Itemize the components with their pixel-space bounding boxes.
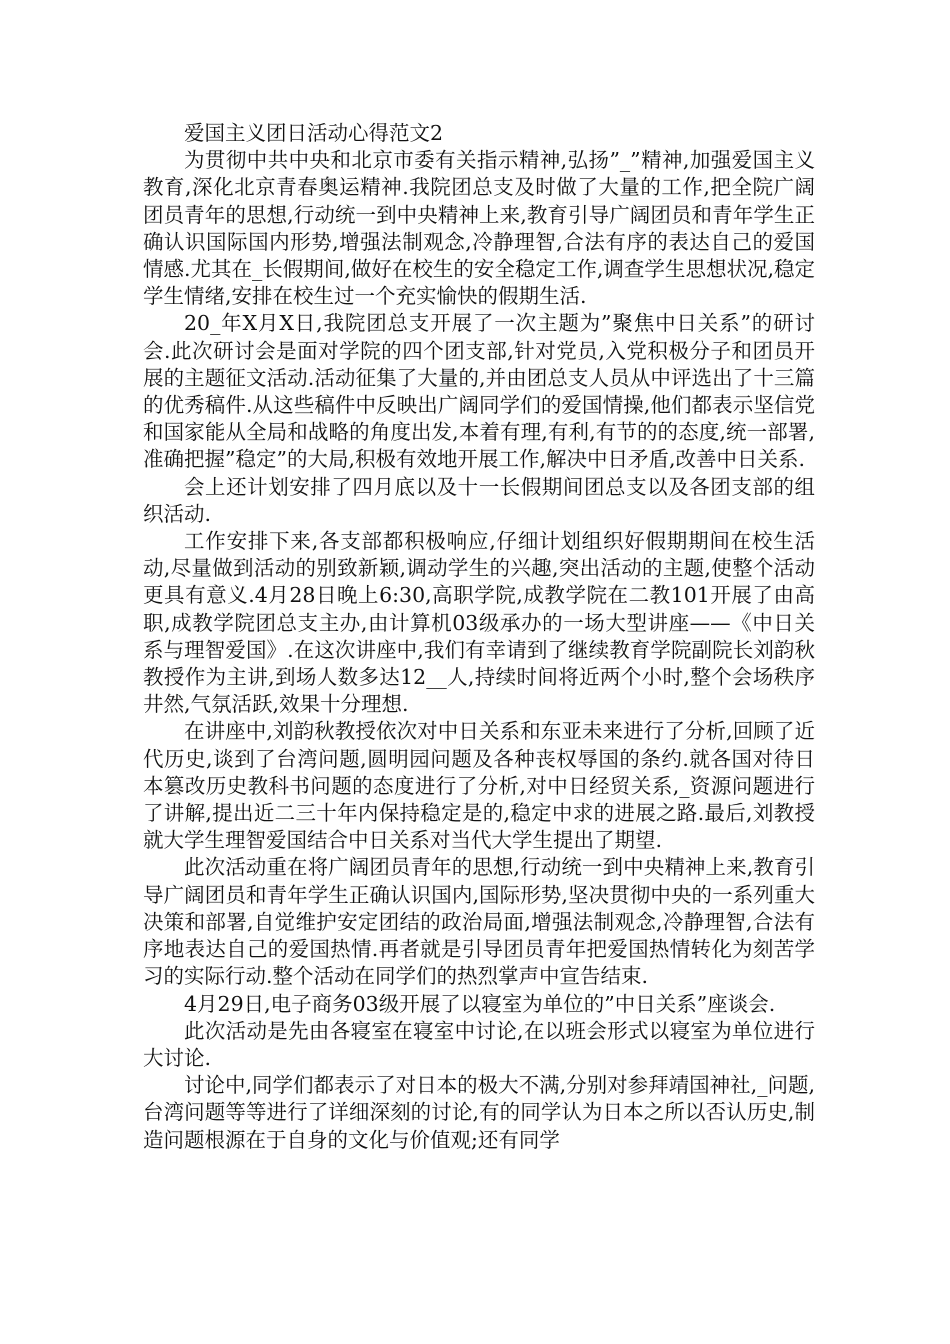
document-title: 爱国主义团日活动心得范文2 <box>184 121 444 145</box>
paragraph-2: 20_年X月X日,我院团总支开展了一次主题为”聚焦中日关系”的研讨会.此次研讨会是面对学院的四个团支部,针对党员,入党积极分子和团员开展的主题征文活动.活动征集了大量的,并由团总支人员从中评选出了十三篇的优秀稿件.从这些稿件中反映出广阔同学们的爱国情操,他们都表示坚信党和国家能从全局和战略的角度出发,本着有理,有利,有节的的态度,统一部署,准确把握”稳定”的大局,积极有效地开展工作,解决中日矛盾,改善中日关系. <box>143 311 815 472</box>
paragraph-7: 4月29日,电子商务03级开展了以寝室为单位的”中日关系”座谈会. <box>184 991 776 1016</box>
paragraph-1: 为贯彻中共中央和北京市委有关指示精神,弘扬”_”精神,加强爱国主义教育,深化北京青春奥运精神.我院团总支及时做了大量的工作,把全院广阔团员青年的思想,行动统一到中央精神上来,教育引导广阔团员和青年学生正确认识国际国内形势,增强法制观念,冷静理智,合法有序的表达自己的爱国情感.尤其在_长假期间,做好在校生的安全稳定工作,调查学生思想状况,稳定学生情绪,安排在校生过一个充实愉快的假期生活. <box>143 148 815 309</box>
paragraph-3: 会上还计划安排了四月底以及十一长假期间团总支以及各团支部的组织活动. <box>143 474 815 526</box>
paragraph-6: 此次活动重在将广阔团员青年的思想,行动统一到中央精神上来,教育引导广阔团员和青年学生正确认识国内,国际形势,坚决贯彻中央的一系列重大决策和部署,自觉维护安定团结的政治局面,增强法制观念,冷静理智,合法有序地表达自己的爱国热情.再者就是引导团员青年把爱国热情转化为刻苦学习的实际行动.整个活动在同学们的热烈掌声中宣告结束. <box>143 855 815 989</box>
paragraph-4: 工作安排下来,各支部都积极响应,仔细计划组织好假期期间在校生活动,尽量做到活动的别致新颖,调动学生的兴趣,突出活动的主题,使整个活动更具有意义.4月28日晚上6:30,高职学院,成教学院在二教101开展了由高职,成教学院团总支主办,由计算机03级承办的一场大型讲座——《中日关系与理智爱国》.在这次讲座中,我们有幸请到了继续教育学院副院长刘韵秋教授作为主讲,到场人数多达12__人,持续时间将近两个小时,整个会场秩序井然,气氛活跃,效果十分理想. <box>143 529 815 717</box>
document-page <box>143 120 815 1154</box>
paragraph-8: 此次活动是先由各寝室在寝室中讨论,在以班会形式以寝室为单位进行大讨论. <box>143 1018 815 1070</box>
paragraph-9: 讨论中,同学们都表示了对日本的极大不满,分别对参拜靖国神社,_问题,台湾问题等等进行了详细深刻的讨论,有的同学认为日本之所以否认历史,制造问题根源在于自身的文化与价值观;还有同学 <box>143 1073 815 1152</box>
paragraph-5: 在讲座中,刘韵秋教授依次对中日关系和东亚未来进行了分析,回顾了近代历史,谈到了台湾问题,圆明园问题及各种丧权辱国的条约.就各国对待日本篡改历史教科书问题的态度进行了分析,对中日经贸关系,_资源问题进行了讲解,提出近二三十年内保持稳定是的,稳定中求的进展之路.最后,刘教授就大学生理智爱国结合中日关系对当代大学生提出了期望. <box>143 719 815 853</box>
